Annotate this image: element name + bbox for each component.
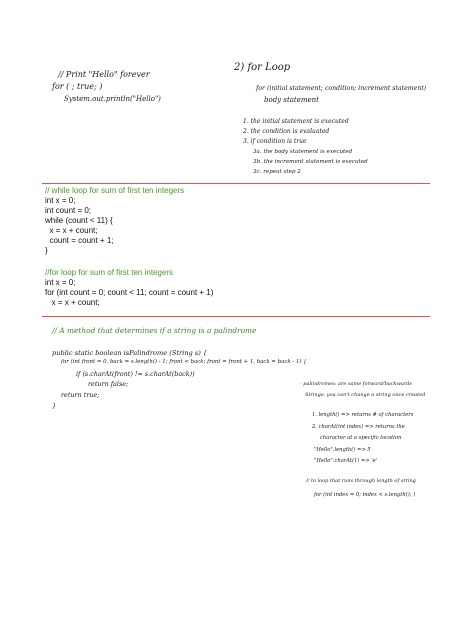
side-note-item: character at a specific location [320,435,402,441]
note-step-1: 1. the initial statement is executed [243,118,349,125]
palindrome-code-line: if (s.charAt(front) != s.charAt(back)) [76,370,195,378]
code-line: count = count + 1; [45,236,114,245]
palindrome-code-line: return true; [61,391,100,399]
palindrome-code-line: public static boolean isPalindrome (String s) { [52,349,208,357]
code-line: x = x + count; [45,298,100,307]
divider-rule-2 [42,316,430,317]
side-note-item: 1. length() => returns # of characters [312,412,414,418]
note-step-2: 2. the condition is evaluated [243,128,330,135]
divider-rule-1 [42,183,430,184]
note-step-3: 3. if condition is true [243,138,307,145]
note-print-hello-title: // Print "Hello" forever [58,70,150,79]
note-step-3c: 3c. repeat step 2 [253,169,301,175]
palindrome-title: // A method that determines if a string is a palindrome [52,326,257,335]
side-note-palindromes: - palindromes: are same forward/backwards [300,381,412,387]
note-step-3a: 3a. the body statement is executed [253,149,353,155]
note-for-true-line: for ( ; true; ) [52,82,103,91]
note-for-loop-title: 2) for Loop [234,62,291,73]
code-line: int x = 0; [45,278,76,287]
code-line: int count = 0; [45,206,92,215]
palindrome-code-line: } [52,402,57,410]
code-line: x = x + count; [45,226,98,235]
note-step-3b: 3b. the increment statement is executed [253,159,368,165]
palindrome-code-line: return false; [88,380,129,388]
note-for-syntax: for (initial statement; condition; increment statement) [256,85,427,92]
code-comment-for: //for loop for sum of first ten integers [45,268,174,277]
code-line: for (int count = 0; count < 11; count = count + 1) [45,288,214,297]
code-line: int x = 0; [45,196,76,205]
side-note-item: "Hello".length() => 5 [314,447,371,453]
palindrome-code-line: for (int front = 0, back = s.length() - 1; front < back; front = front + 1, back = back - 1) { [61,359,307,365]
side-note-loop-title: // to loop that runs through length of string [306,478,416,484]
side-note-item: 2. charAt(int index) => returns the [312,424,405,430]
note-println-line: System.out.println("Hello") [64,95,161,103]
code-comment-while: // while loop for sum of first ten integers [45,186,185,195]
side-note-strings: Strings: you can't change a string once created [305,392,426,398]
side-note-item: "Hello".charAt(1) => 'e' [314,458,378,464]
side-note-loop-code: for (int index = 0; index < s.length(); ) [314,492,416,498]
note-body-statement: body statement [264,96,319,104]
code-line: while (count < 11) { [45,216,113,225]
code-line: } [45,246,48,255]
